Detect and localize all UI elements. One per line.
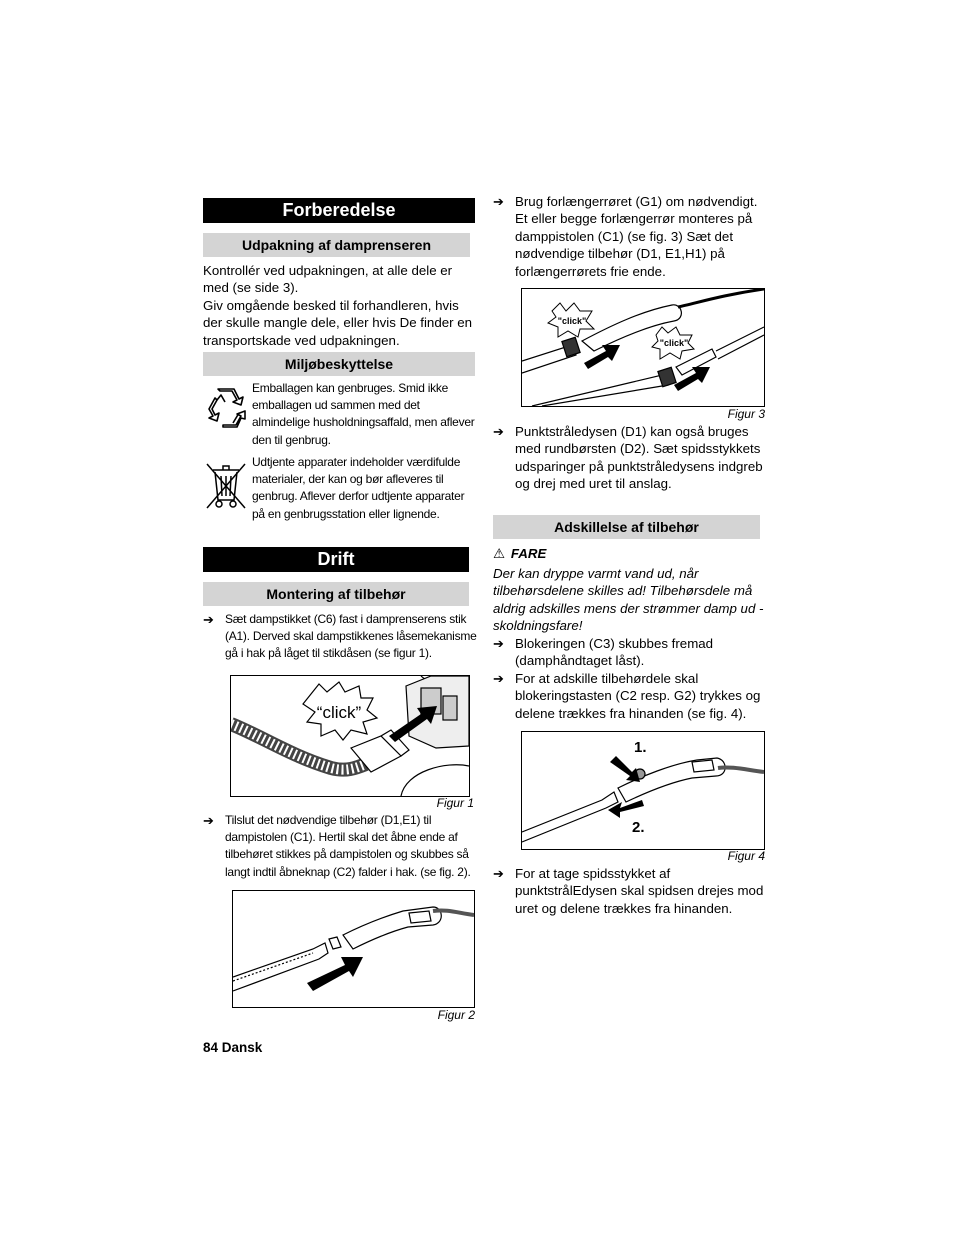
bullet-arrow-icon: ➔: [493, 671, 504, 686]
subsection-title-udpakning: Udpakning af damprenseren: [203, 233, 470, 257]
figure-3: [521, 288, 765, 407]
montering-step-2-text: Tilslut det nødvendige tilbehør (D1,E1) til dampistolen (C1). Hertil skal det åbne ende af tilbehøret stikkes på dampistolen og skubbes så langt indtil åbneknap (C2) falder i hak. (se fig. 2).: [225, 813, 471, 879]
miljo-weee-text: Udtjente apparater indeholder værdifulde materialer, der kan og bør afleveres til genbrug. Aflever derfor udtjente apparater på en genbrugsstation eller lignende.: [252, 455, 465, 521]
page-footer: 84 Dansk: [203, 1040, 263, 1055]
bullet-arrow-icon: ➔: [493, 424, 504, 439]
step-punktstraale: [493, 423, 765, 493]
figure-4-illustration: [522, 732, 764, 849]
fare-heading: [493, 545, 765, 562]
figure-3-click-label-2: "click": [659, 338, 689, 348]
step-adskille-text: For at adskille tilbehørdele skal blokeringstasten (C2 resp. G2) trykkes og delene trækkes fra hinanden (se fig. 4).: [515, 671, 761, 721]
bullet-arrow-icon: ➔: [493, 866, 504, 881]
udpakning-text: [203, 262, 475, 349]
subsection-title-miljo: Miljøbeskyttelse: [203, 352, 475, 376]
subsection-title-montering: Montering af tilbehør: [203, 582, 469, 606]
step-adskille: [493, 670, 765, 722]
step-punktstraale-text: Punktstråledysen (D1) kan også bruges med rundbørsten (D2). Sæt spidsstykkets udsparinger på punktstråledysens indgreb og drej med uret til anslag.: [515, 424, 763, 492]
miljo-recycle-text: Emballagen kan genbruges. Smid ikke emballagen ud sammen med det almindelige husholdningsaffald, men aflever den til genbrug.: [252, 381, 475, 447]
figure-3-caption: Figur 3: [727, 407, 765, 421]
udpakning-paragraph-2: Giv omgående besked til forhandleren, hvis der skulle mangle dele, eller hvis De finder en transportskade ved udpakningen.: [203, 297, 473, 348]
section-title-forberedelse: Forberedelse: [203, 198, 475, 223]
figure-1-caption: Figur 1: [436, 796, 474, 810]
step-spidsstykke: [493, 865, 765, 917]
section-title-drift: Drift: [203, 547, 469, 572]
udpakning-paragraph-1: Kontrollér ved udpakningen, at alle dele er med (se side 3).: [203, 263, 453, 296]
fare-text: Der kan dryppe varmt vand ud, når tilbehørsdelene skilles ad! Tilbehørsdele må aldrig adskilles mens der strømmer damp ud - skoldningsfare!: [493, 566, 764, 634]
figure-3-click-label-1: "click": [557, 316, 587, 326]
step-forlaenger-text: Brug forlængerrøret (G1) om nødvendigt. Et eller begge forlængerrør monteres på damppistolen (C1) (se fig. 3) Sæt det nødvendige tilbehør (D1, E1,H1) på forlængerrørets frie ende.: [515, 194, 758, 279]
figure-2-caption: Figur 2: [437, 1008, 475, 1022]
recycle-icon: [203, 385, 249, 431]
montering-step-2: [203, 812, 477, 881]
bullet-arrow-icon: ➔: [203, 813, 214, 828]
figure-3-illustration: [522, 289, 764, 406]
figure-1-click-label: “click”: [316, 703, 362, 722]
figure-1: [230, 675, 470, 797]
step-spidsstykke-text: For at tage spidsstykket af punktstrålEdysen skal spidsen drejes mod uret og delene trækkes fra hinanden.: [515, 866, 764, 916]
figure-4-caption: Figur 4: [727, 849, 765, 863]
figure-1-illustration: [231, 676, 469, 796]
warning-icon: ⚠: [493, 546, 505, 561]
bullet-arrow-icon: ➔: [203, 612, 214, 627]
figure-2-illustration: [233, 891, 474, 1007]
figure-4-label-2: 2.: [632, 819, 645, 836]
step-blokering-text: Blokeringen (C3) skubbes fremad (damphåndtaget låst).: [515, 636, 714, 669]
figure-4-label-1: 1.: [634, 739, 647, 756]
bullet-arrow-icon: ➔: [493, 636, 504, 651]
crossed-bin-icon: [205, 460, 247, 510]
figure-2: [232, 890, 475, 1008]
montering-step-1-text: Sæt dampstikket (C6) fast i damprenserens stik (A1). Derved skal dampstikkenes låsemekanisme gå i hak på låget til stikdåsen (se figur 1).: [225, 612, 477, 661]
bullet-arrow-icon: ➔: [493, 194, 504, 209]
step-forlaenger: [493, 193, 765, 280]
step-blokering: [493, 635, 765, 670]
figure-4: [521, 731, 765, 850]
fare-label: FARE: [510, 546, 547, 561]
montering-step-1: [203, 611, 477, 663]
subsection-title-adskillelse: Adskillelse af tilbehør: [493, 515, 760, 539]
